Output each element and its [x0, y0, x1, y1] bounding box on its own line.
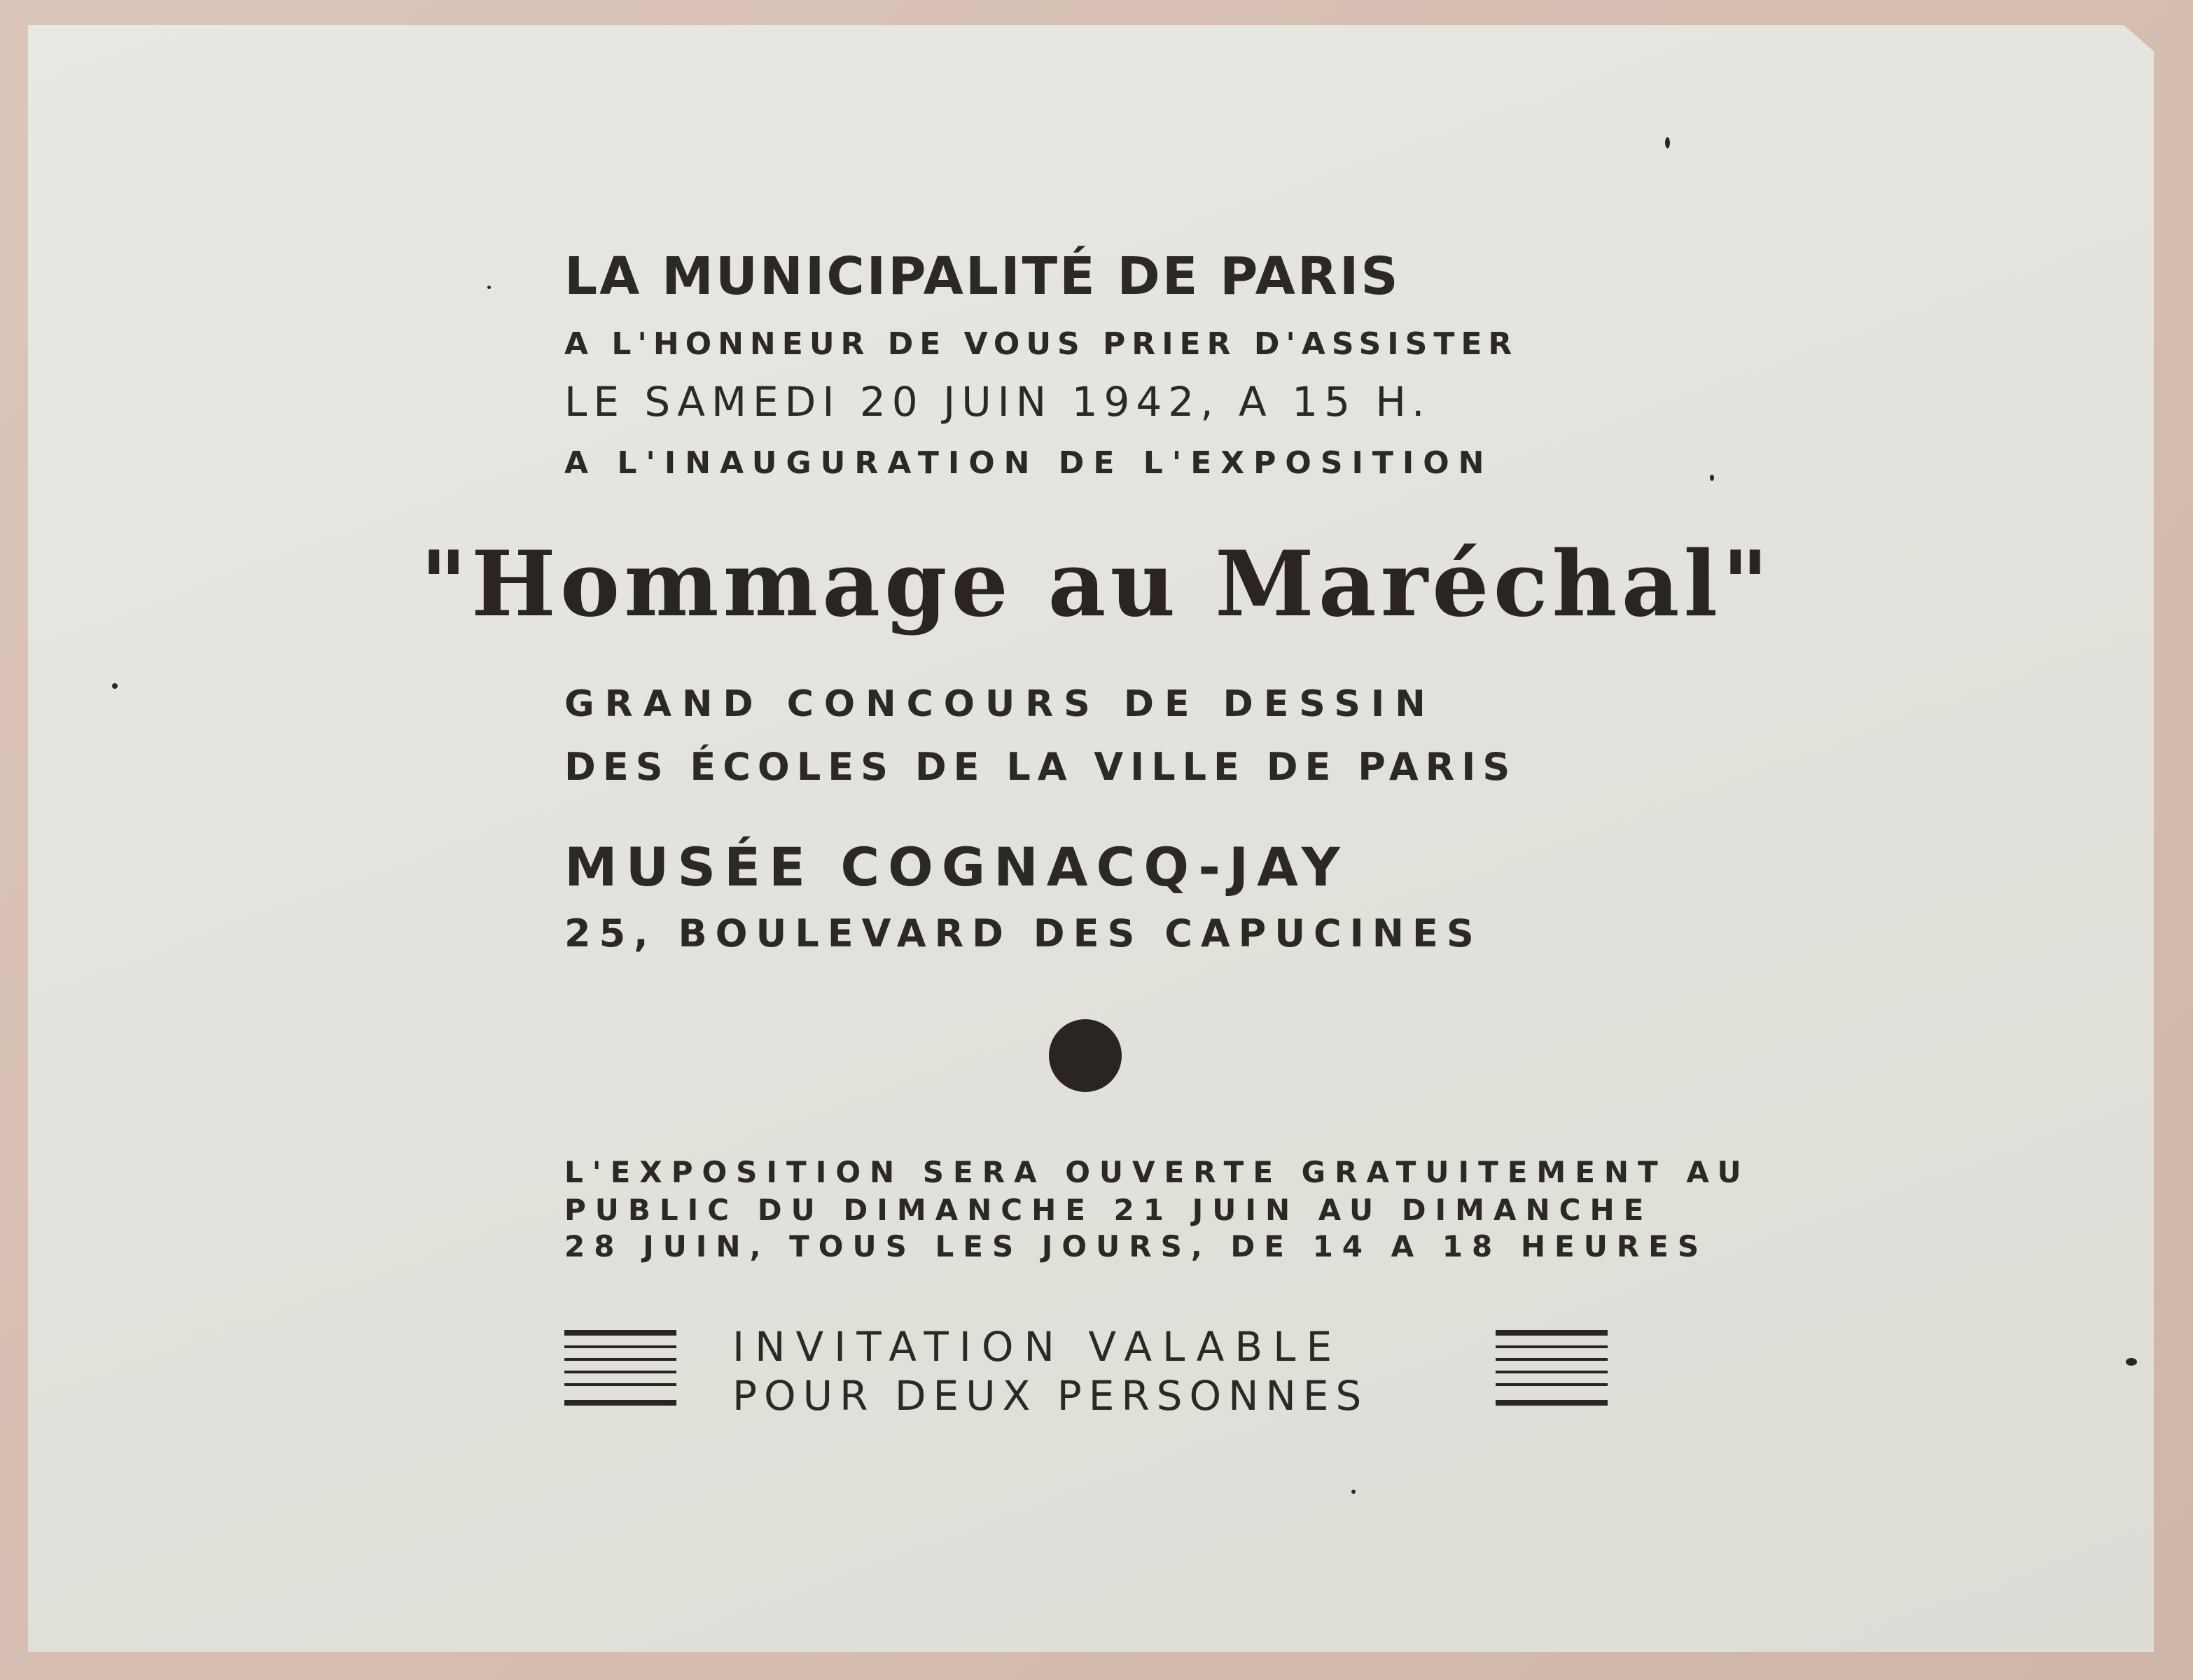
inauguration-phrase: A L'INAUGURATION DE L'EXPOSITION	[564, 445, 1494, 481]
ink-speck	[112, 683, 118, 689]
issuer-heading: LA MUNICIPALITÉ DE PARIS	[564, 246, 1400, 307]
ink-speck	[1665, 137, 1670, 148]
opening-note-line: L'EXPOSITION SERA OUVERTE GRATUITEMENT AU	[564, 1155, 1750, 1189]
invitation-phrase: A L'HONNEUR DE VOUS PRIER D'ASSISTER	[564, 326, 1519, 362]
invitation-validity: POUR DEUX PERSONNES	[732, 1372, 1369, 1420]
ink-speck	[1710, 475, 1714, 481]
opening-note-line: 28 JUIN, TOUS LES JOURS, DE 14 A 18 HEURES	[564, 1229, 1708, 1264]
left-rule-ornament	[564, 1330, 676, 1408]
right-rule-ornament	[1496, 1330, 1608, 1408]
schools-line: DES ÉCOLES DE LA VILLE DE PARIS	[564, 745, 1517, 789]
ink-speck	[1351, 1490, 1356, 1494]
ink-speck	[487, 286, 491, 289]
contest-line: GRAND CONCOURS DE DESSIN	[564, 683, 1436, 725]
exhibition-title: "Hommage au Maréchal"	[420, 532, 1773, 637]
opening-note-line: PUBLIC DU DIMANCHE 21 JUIN AU DIMANCHE	[564, 1193, 1653, 1227]
venue-address: 25, BOULEVARD DES CAPUCINES	[564, 911, 1482, 955]
ink-speck	[2126, 1358, 2137, 1366]
invitation-validity: INVITATION VALABLE	[732, 1323, 1343, 1371]
event-date: LE SAMEDI 20 JUIN 1942, A 15 H.	[564, 378, 1431, 426]
venue-name: MUSÉE COGNACQ-JAY	[564, 836, 1349, 898]
center-dot	[1049, 1019, 1122, 1092]
